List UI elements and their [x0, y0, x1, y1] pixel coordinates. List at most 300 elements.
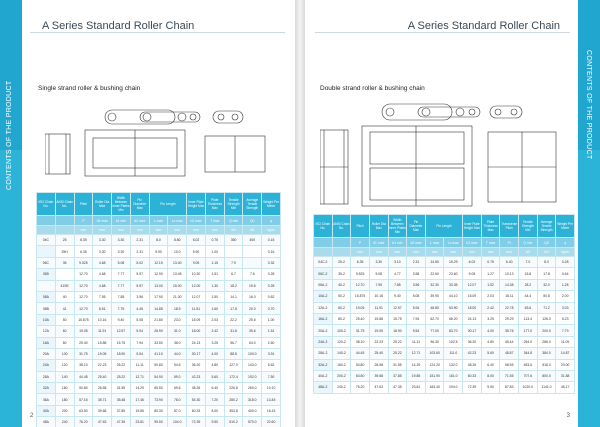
- table-cell: 180: [55, 394, 74, 405]
- table-cell: 183.40: [425, 382, 444, 393]
- table-row: [37, 337, 281, 348]
- table-cell: 32A: [37, 383, 56, 394]
- table-cell: 9.54: [130, 348, 149, 359]
- table-cell: 14.38: [500, 279, 519, 290]
- table-cell: 800.0: [537, 370, 556, 381]
- table-cell: 08A-2: [314, 279, 333, 290]
- table-cell: 83.70: [444, 325, 463, 336]
- table-cell: [37, 246, 56, 257]
- table-cell: 15.8: [519, 268, 538, 279]
- table-cell: [55, 269, 74, 280]
- table-cell: 47.63: [369, 382, 388, 393]
- table-cell: 12.70: [74, 280, 93, 291]
- table-cell: 04C-2: [314, 257, 333, 268]
- left-page-number: 2: [30, 413, 34, 419]
- table-cell: 14.87: [556, 348, 575, 359]
- table-cell: 3.96: [407, 279, 426, 290]
- table-cell: 22.2: [224, 314, 243, 325]
- table-cell: 120-2: [332, 336, 351, 347]
- table-cell: 11.81: [187, 303, 206, 314]
- table-cell: 102.5: [444, 336, 463, 347]
- table-cell: 76.20: [351, 382, 370, 393]
- table-cell: 7.95: [369, 279, 388, 290]
- table-cell: 24A: [37, 360, 56, 371]
- table-cell: 45.17: [556, 382, 575, 393]
- table-cell: 18.90: [112, 348, 131, 359]
- table-cell: 28.58: [369, 359, 388, 370]
- table-cell: 6.35: [74, 235, 93, 246]
- table-cell: 68.20: [444, 313, 463, 324]
- table-cell: 11.91: [93, 326, 112, 337]
- table-cell: 39.68: [369, 370, 388, 381]
- table-cell: 12.07: [187, 291, 206, 302]
- table-cell: 7.94: [407, 313, 426, 324]
- table-cell: 64.0: [243, 337, 262, 348]
- table-cell: 63.50: [74, 405, 93, 416]
- table-cell: 6.40: [205, 383, 224, 394]
- table-row: [37, 326, 281, 337]
- table-cell: 3.30: [112, 235, 131, 246]
- table-row: [37, 291, 281, 302]
- table-row: [314, 302, 575, 313]
- table-cell: 16A: [37, 337, 56, 348]
- table-cell: 40A: [37, 405, 56, 416]
- table-cell: 44.0: [168, 348, 187, 359]
- table-cell: 12.70: [74, 291, 93, 302]
- table-cell: 04C: [37, 235, 56, 246]
- table-cell: 11.91: [369, 302, 388, 313]
- table-cell: 42.23: [187, 371, 206, 382]
- table-cell: 12.57: [112, 326, 131, 337]
- table-cell: 76.20: [74, 417, 93, 427]
- table-cell: 19.05: [351, 302, 370, 313]
- table-cell: 18.11: [500, 291, 519, 302]
- table-cell: 28.58: [93, 383, 112, 394]
- table-cell: 10.0: [168, 246, 187, 257]
- table-cell: 5.60: [481, 348, 500, 359]
- table-cell: 30.17: [187, 348, 206, 359]
- book-gutter: [295, 0, 305, 427]
- table-cell: 19.05: [369, 325, 388, 336]
- table-cell: 31.75: [74, 348, 93, 359]
- table-cell: 1.51: [262, 326, 281, 337]
- table-cell: 69.6: [168, 383, 187, 394]
- table-cell: 1.51: [205, 269, 224, 280]
- table-cell: 14.1: [224, 291, 243, 302]
- table-cell: 22.23: [369, 336, 388, 347]
- table-cell: 59.0: [168, 371, 187, 382]
- table-cell: 12.57: [388, 302, 407, 313]
- table-cell: 3.30: [93, 246, 112, 257]
- table-cell: 0.64: [556, 268, 575, 279]
- table-cell: 0.28: [556, 257, 575, 268]
- table-cell: 4.68: [93, 280, 112, 291]
- table-cell: 71.2: [537, 302, 556, 313]
- table-row: [314, 257, 575, 268]
- table-cell: 24A-2: [314, 336, 333, 347]
- right-subtitle: Double strand roller & bushing chain: [320, 85, 425, 92]
- table-row: [37, 280, 281, 291]
- table-cell: 54.6: [168, 360, 187, 371]
- table-cell: 100-2: [332, 325, 351, 336]
- table-cell: 192.0: [243, 371, 262, 382]
- table-cell: 12.71: [130, 371, 149, 382]
- table-cell: 200: [55, 405, 74, 416]
- table-cell: 0.70: [262, 303, 281, 314]
- table-cell: 0.75: [205, 235, 224, 246]
- table-cell: 56.7: [224, 337, 243, 348]
- table-cell: 3.30: [369, 257, 388, 268]
- table-cell: 50.80: [351, 359, 370, 370]
- table-cell: 48A-2: [314, 382, 333, 393]
- table-cell: 42.23: [463, 348, 482, 359]
- table-row: [314, 325, 575, 336]
- table-cell: 15.09: [187, 314, 206, 325]
- table-cell: 11.11: [407, 336, 426, 347]
- table-cell: 1.28: [556, 279, 575, 290]
- table-cell: 12.07: [463, 279, 482, 290]
- table-cell: 100: [55, 348, 74, 359]
- table-cell: 9.54: [407, 325, 426, 336]
- table-cell: 5.60: [205, 371, 224, 382]
- table-cell: 5.94: [130, 326, 149, 337]
- table-cell: 35: [55, 257, 74, 268]
- table-cell: 254.0: [519, 336, 538, 347]
- table-cell: 8.00: [205, 405, 224, 416]
- table-cell: 72.39: [187, 417, 206, 427]
- table-cell: 48.87: [500, 348, 519, 359]
- table-cell: 4.68: [93, 257, 112, 268]
- table-cell: 32.0: [537, 279, 556, 290]
- table-cell: 35.48: [112, 394, 131, 405]
- table-cell: 384.0: [537, 348, 556, 359]
- table-cell: 2.31: [130, 246, 149, 257]
- table-cell: 28A-2: [314, 348, 333, 359]
- table-cell: 31.55: [112, 383, 131, 394]
- right-page-number: 3: [566, 413, 570, 419]
- table-cell: 7.85: [112, 291, 131, 302]
- table-cell: 172.4: [224, 371, 243, 382]
- table-cell: 15.875: [74, 314, 93, 325]
- table-cell: 47.35: [112, 417, 131, 427]
- table-cell: 160: [55, 383, 74, 394]
- table-cell: 11.09: [556, 336, 575, 347]
- table-cell: 1.30: [205, 280, 224, 291]
- table-cell: 5.02: [130, 257, 149, 268]
- table-cell: 151.90: [425, 370, 444, 381]
- table-cell: 18.00: [187, 326, 206, 337]
- table-cell: 1.52: [481, 279, 500, 290]
- table-cell: 73.90: [149, 394, 168, 405]
- table-cell: 25.40: [351, 313, 370, 324]
- table-cell: 143.0: [243, 360, 262, 371]
- table-cell: 111.0: [444, 348, 463, 359]
- table-cell: 50.80: [74, 383, 93, 394]
- table-cell: 7.95: [93, 291, 112, 302]
- table-cell: 08B: [37, 303, 56, 314]
- left-subtitle: Single strand roller & bushing chain: [38, 85, 141, 92]
- table-cell: 4.77: [388, 268, 407, 279]
- table-cell: 35.6: [243, 326, 262, 337]
- table-cell: 29.29: [500, 313, 519, 324]
- table-cell: 3.03: [556, 302, 575, 313]
- table-cell: 38.10: [74, 360, 93, 371]
- table-cell: 44.10: [444, 291, 463, 302]
- table-cell: 1.00: [262, 314, 281, 325]
- table-cell: 50: [55, 314, 74, 325]
- table-cell: 3.30: [93, 235, 112, 246]
- table-row: [314, 279, 575, 290]
- table-row: [37, 405, 281, 416]
- table-cell: 6.35: [351, 257, 370, 268]
- table-cell: 10.10: [262, 383, 281, 394]
- table-cell: 54.90: [149, 371, 168, 382]
- table-cell: 7.77: [112, 280, 131, 291]
- table-cell: 7.0: [519, 257, 538, 268]
- table-cell: 240-2: [332, 382, 351, 393]
- table-cell: 21.80: [149, 314, 168, 325]
- table-cell: 1.60: [205, 303, 224, 314]
- table-cell: 2.31: [407, 257, 426, 268]
- table-cell: 15.09: [463, 291, 482, 302]
- table-cell: 7.9: [224, 257, 243, 268]
- table-units-row: mm mm mm mm mm mm mm mm mm kN kN kg/m: [314, 248, 575, 257]
- table-cell: 5.62: [262, 360, 281, 371]
- table-cell: 9.05: [463, 268, 482, 279]
- table-cell: 318.0: [243, 394, 262, 405]
- table-cell: 63.6: [519, 302, 538, 313]
- table-cell: 15.75: [388, 313, 407, 324]
- table-cell: 15.29: [444, 257, 463, 268]
- table-cell: 177.0: [519, 325, 538, 336]
- table-cell: 400: [243, 235, 262, 246]
- table-cell: 17.90: [149, 291, 168, 302]
- table-cell: 0.62: [262, 291, 281, 302]
- table-cell: [37, 280, 56, 291]
- table-cell: 48.26: [463, 359, 482, 370]
- table-cell: 140: [55, 371, 74, 382]
- right-side-label: CONTENTS OF THE PRODUCT: [585, 50, 592, 160]
- table-cell: 570.0: [243, 417, 262, 427]
- table-header-row: ISO Chain No. ANSI Chain No. Pitch Roller Dia Max Width Between Inner Plates Min Pin Diameter Max Pin Length Inner Plate Height Max Plate Thickness Max Tensile Strength Min Average Tensile Strength Weight Per Meter: [37, 193, 281, 216]
- table-cell: 62.70: [425, 313, 444, 324]
- table-cell: 5.08: [369, 268, 388, 279]
- table-cell: 7.85: [388, 279, 407, 290]
- table-row: [37, 348, 281, 359]
- table-cell: 12.71: [407, 348, 426, 359]
- table-cell: 8.80: [168, 235, 187, 246]
- table-cell: [243, 246, 262, 257]
- table-cell: [224, 246, 243, 257]
- table-cell: 30.17: [463, 325, 482, 336]
- table-cell: 20A: [37, 348, 56, 359]
- table-cell: 60.33: [187, 405, 206, 416]
- table-cell: 6.35: [74, 246, 93, 257]
- table-row: [37, 235, 281, 246]
- table-cell: [243, 257, 262, 268]
- table-cell: 12.15: [149, 257, 168, 268]
- table-cell: 23.0: [168, 314, 187, 325]
- table-cell: 0.16: [262, 246, 281, 257]
- table-cell: 1.00: [205, 246, 224, 257]
- table-cell: 5.08: [407, 291, 426, 302]
- table-cell: 28.2: [519, 279, 538, 290]
- single-strand-chain-diagram: [45, 100, 275, 178]
- table-row: [37, 360, 281, 371]
- table-cell: 13.45: [262, 394, 281, 405]
- table-units-row: mm mm mm mm mm mm mm mm kN kN kg/m: [37, 226, 281, 235]
- table-cell: 0.75: [481, 257, 500, 268]
- table-row: [314, 268, 575, 279]
- table-row: [314, 359, 575, 370]
- table-cell: 19.85: [130, 405, 149, 416]
- table-cell: 18.2: [224, 280, 243, 291]
- table-cell: 4.45: [130, 303, 149, 314]
- table-cell: 87.0: [168, 405, 187, 416]
- table-row: [314, 382, 575, 393]
- table-cell: 80-2: [332, 313, 351, 324]
- table-cell: 25.40: [93, 371, 112, 382]
- table-cell: 9.525: [74, 257, 93, 268]
- table-cell: 7.75: [112, 303, 131, 314]
- table-cell: 41SE: [55, 280, 74, 291]
- table-cell: 10A-2: [314, 291, 333, 302]
- table-cell: 5.97: [130, 269, 149, 280]
- table-cell: 19.85: [407, 370, 426, 381]
- table-cell: 0.15: [262, 235, 281, 246]
- table-cell: 226.8: [224, 383, 243, 394]
- table-cell: 100.0: [243, 348, 262, 359]
- table-cell: 28A: [37, 371, 56, 382]
- table-cell: 25.22: [388, 336, 407, 347]
- table-row: [37, 394, 281, 405]
- table-cell: 15.88: [93, 337, 112, 348]
- table-cell: 3.25: [481, 313, 500, 324]
- table-row: [314, 291, 575, 302]
- table-cell: 350: [224, 235, 243, 246]
- table-cell: 6.7: [224, 269, 243, 280]
- table-cell: 18.90: [388, 325, 407, 336]
- table-cell: 35.71: [93, 394, 112, 405]
- table-cell: 10.16: [369, 291, 388, 302]
- table-cell: 0.28: [262, 280, 281, 291]
- table-cell: 44.4: [519, 291, 538, 302]
- table-cell: 35-2: [332, 268, 351, 279]
- table-cell: 35.76: [500, 325, 519, 336]
- table-cell: 41.10: [149, 348, 168, 359]
- table-cell: 200.0: [537, 325, 556, 336]
- table-cell: 6.40: [500, 257, 519, 268]
- table-cell: 6.02: [187, 235, 206, 246]
- table-cell: 2.42: [205, 326, 224, 337]
- table-cell: 400.0: [243, 405, 262, 416]
- table-cell: 14.29: [407, 359, 426, 370]
- table-cell: 24.13: [187, 337, 206, 348]
- table-cell: 707.6: [519, 370, 538, 381]
- table-cell: 104.0: [168, 417, 187, 427]
- table-cell: 8.51: [93, 303, 112, 314]
- table-cell: 10.13: [500, 268, 519, 279]
- table-cell: 60.33: [463, 370, 482, 381]
- table-cell: 06C-2: [314, 268, 333, 279]
- table-cell: 77.00: [425, 325, 444, 336]
- table-cell: 22.78: [500, 302, 519, 313]
- table-cell: 31.88: [556, 370, 575, 381]
- right-page-title: A Series Standard Roller Chain: [407, 20, 560, 32]
- left-table-body: [37, 235, 281, 427]
- table-cell: 4.00: [481, 325, 500, 336]
- table-cell: 88.5: [224, 348, 243, 359]
- table-cell: 14.29: [130, 383, 149, 394]
- table-cell: 53.90: [444, 302, 463, 313]
- table-cell: 63.50: [351, 370, 370, 381]
- table-cell: 17.8: [224, 303, 243, 314]
- table-cell: 4.80: [205, 360, 224, 371]
- table-cell: 10A: [37, 314, 56, 325]
- table-cell: 25.22: [388, 348, 407, 359]
- table-cell: 5.08: [130, 314, 149, 325]
- table-cell: 41: [55, 303, 74, 314]
- table-cell: 16.15: [262, 405, 281, 416]
- table-cell: 78.0: [168, 394, 187, 405]
- table-cell: 200-2: [332, 370, 351, 381]
- table-cell: 15.00: [168, 280, 187, 291]
- table-cell: 286.0: [537, 336, 556, 347]
- table-cell: 085: [37, 269, 56, 280]
- table-cell: 25: [55, 235, 74, 246]
- table-cell: 7.77: [112, 269, 131, 280]
- table-cell: 2.42: [481, 302, 500, 313]
- table-cell: 3.10: [388, 257, 407, 268]
- table-cell: 15.75: [112, 337, 131, 348]
- table-cell: 54.30: [187, 394, 206, 405]
- table-cell: 14.85: [149, 303, 168, 314]
- table-cell: 453.6: [519, 359, 538, 370]
- table-cell: 120: [55, 360, 74, 371]
- table-cell: 50.80: [149, 360, 168, 371]
- table-cell: 9.525: [351, 268, 370, 279]
- table-cell: 7.20: [205, 394, 224, 405]
- table-cell: 36A: [37, 394, 56, 405]
- table-cell: 518.0: [537, 359, 556, 370]
- table-cell: 194.0: [444, 382, 463, 393]
- left-side-label: CONTENTS OF THE PRODUCT: [6, 80, 13, 190]
- table-cell: 80.30: [149, 405, 168, 416]
- table-cell: 126.0: [537, 313, 556, 324]
- table-cell: 2.60: [262, 337, 281, 348]
- table-cell: 260.0: [243, 383, 262, 394]
- table-row: [37, 257, 281, 268]
- left-page: [0, 0, 295, 427]
- table-cell: 47.35: [388, 382, 407, 393]
- table-cell: 32.30: [425, 279, 444, 290]
- table-cell: 22.60: [262, 417, 281, 427]
- table-cell: 47.63: [93, 417, 112, 427]
- table-cell: 16.0: [243, 291, 262, 302]
- table-cell: 31.8: [224, 326, 243, 337]
- table-row: [314, 370, 575, 381]
- table-cell: 19.05: [74, 326, 93, 337]
- table-cell: 80: [55, 337, 74, 348]
- table-row: [37, 303, 281, 314]
- table-cell: 10.30: [187, 269, 206, 280]
- table-cell: 9.40: [388, 291, 407, 302]
- table-cell: 7.79: [556, 325, 575, 336]
- table-cell: 23.60: [444, 268, 463, 279]
- table-cell: 3.25: [205, 337, 224, 348]
- table-cell: 23.81: [130, 417, 149, 427]
- table-cell: 08A: [37, 291, 56, 302]
